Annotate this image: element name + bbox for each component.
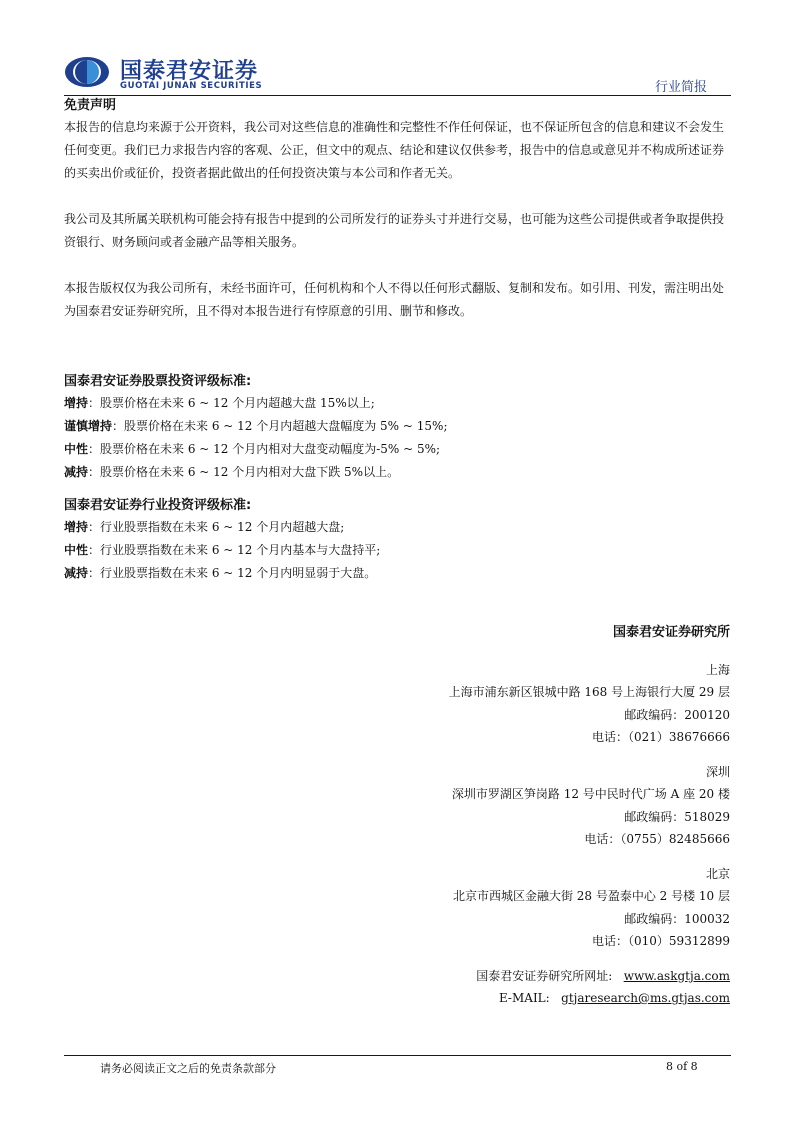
industry-rating-item [64,539,731,562]
office-city: 深圳 [705,764,730,779]
rating-label: 减持 [64,465,89,479]
logo-english-name: GUOTAI JUNAN SECURITIES [120,81,263,91]
office-shenzhen [230,761,730,851]
logo-chinese-name: 国泰君安证券 [120,59,259,84]
stock-rating-section [64,372,731,484]
website-label: 国泰君安证券研究所网址: [476,968,613,983]
office-postcode: 邮政编码：100032 [624,911,730,926]
website-link[interactable]: www.askgtja.com [623,968,730,983]
industry-rating-section [64,496,731,585]
office-city: 北京 [705,866,730,881]
document-type: 行业简报 [654,80,707,95]
stock-rating-item [64,392,731,415]
disclaimer-title: 免责声明 [64,98,117,113]
disclaimer-paragraph-2: 我公司及其所属关联机构可能会持有报告中提到的公司所发行的证券头寸并进行交易，也可能为这些公司提供或者争取提供投资银行、财务顾问或者金融产品等相关服务。 [64,212,725,249]
office-city: 上海 [705,662,730,677]
rating-text: ：行业股票指数在未来 6 ~ 12 个月内基本与大盘持平; [88,543,381,557]
page-header [64,52,731,96]
office-address: 上海市浦东新区银城中路 168 号上海银行大厦 29 层 [448,685,730,699]
rating-label: 增持 [64,396,89,410]
stock-rating-item [64,461,731,484]
office-postcode: 邮政编码：200120 [624,707,730,722]
office-beijing [230,863,730,953]
rating-label: 中性 [64,543,89,557]
footer-note: 请务必阅读正文之后的免责条款部分 [100,1062,276,1075]
office-shanghai [230,659,730,749]
rating-label: 增持 [64,520,89,534]
research-institute-name: 国泰君安证券研究所 [612,625,730,640]
office-postcode: 邮政编码：518029 [624,809,730,824]
stock-rating-title: 国泰君安证券股票投资评级标准: [64,374,252,389]
rating-text: ：股票价格在未来 6 ~ 12 个月内相对大盘下跌 5%以上。 [88,465,400,479]
disclaimer-section [64,96,731,323]
contact-block [230,622,730,1010]
rating-text: ：股票价格在未来 6 ~ 12 个月内超越大盘幅度为 5% ~ 15%; [112,419,448,433]
industry-rating-item [64,562,731,585]
stock-rating-item [64,438,731,461]
office-address: 北京市西城区金融大街 28 号盈泰中心 2 号楼 10 层 [452,889,730,903]
disclaimer-paragraph-3: 本报告版权仅为我公司所有，未经书面许可，任何机构和个人不得以任何形式翻版、复制和发布。如引用、刊发，需注明出处为国泰君安证券研究所，且不得对本报告进行有悖原意的引用、删节和修改。 [64,281,725,318]
office-phone: 电话：（021）38676666 [592,730,730,744]
rating-label: 中性 [64,442,89,456]
office-phone: 电话：（0755）82485666 [584,832,730,846]
email-line [230,987,730,1010]
rating-text: ：股票价格在未来 6 ~ 12 个月内相对大盘变动幅度为-5% ~ 5%; [88,442,441,456]
industry-rating-title: 国泰君安证券行业投资评级标准: [64,498,252,513]
email-link[interactable]: gtjaresearch@ms.gtjas.com [561,991,730,1005]
office-phone: 电话：（010）59312899 [592,934,730,948]
rating-label: 谨慎增持 [64,419,113,433]
page-number: 8 of 8 [666,1060,698,1073]
industry-rating-item [64,516,731,539]
disclaimer-paragraph-1: 本报告的信息均来源于公开资料，我公司对这些信息的准确性和完整性不作任何保证，也不保证所包含的信息和建议不会发生任何变更。我们已力求报告内容的客观、公正，但文中的观点、结论和建议仅供参考，报告中的信息或意见并不构成所述证券的买卖出价或征价，投资者据此做出的任何投资决策与本公司和作者无关。 [64,120,725,180]
rating-label: 减持 [64,566,89,580]
stock-rating-item [64,415,731,438]
footer-divider [64,1055,731,1056]
website-line [230,965,730,988]
rating-text: ：行业股票指数在未来 6 ~ 12 个月内明显弱于大盘。 [88,566,377,580]
office-address: 深圳市罗湖区笋岗路 12 号中民时代广场 A 座 20 楼 [451,787,730,801]
guotai-junan-logo-icon [64,56,110,88]
rating-text: ：行业股票指数在未来 6 ~ 12 个月内超越大盘; [88,520,345,534]
email-label: E-MAIL: [498,991,550,1005]
rating-text: ：股票价格在未来 6 ~ 12 个月内超越大盘 15%以上; [88,396,375,410]
